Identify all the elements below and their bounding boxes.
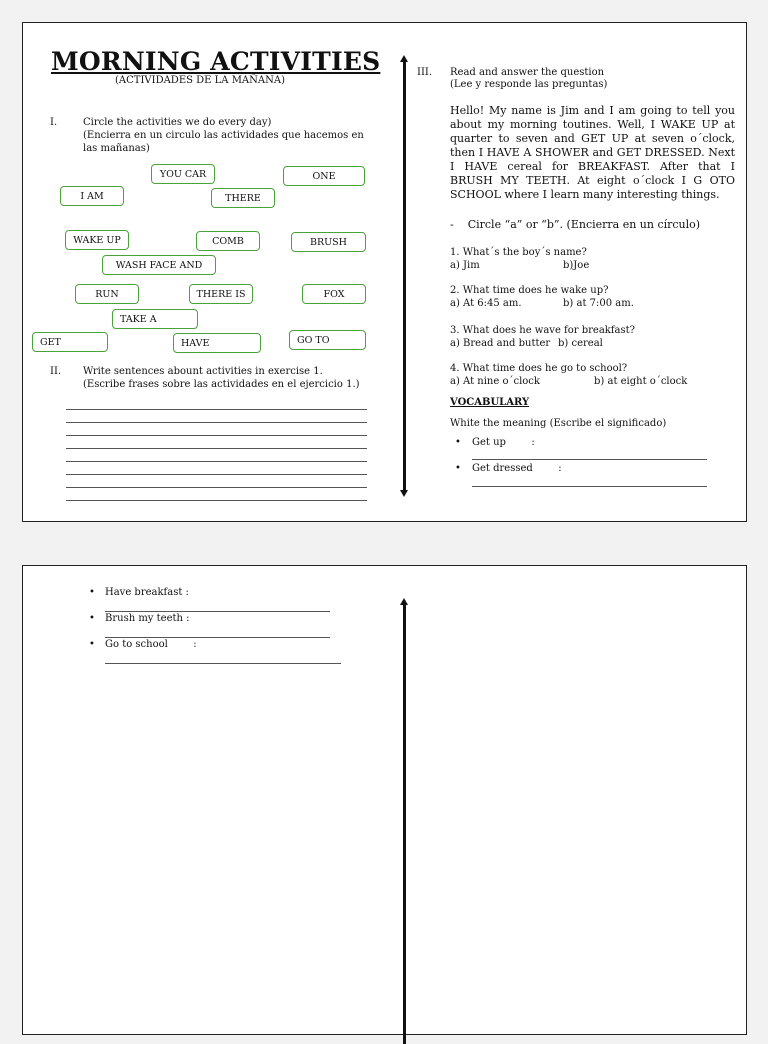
- word-box[interactable]: WAKE UP: [65, 230, 129, 250]
- vocab-answer-line[interactable]: [472, 486, 707, 487]
- section3-instruction: Read and answer the question: [450, 67, 605, 78]
- question-3-option-b[interactable]: b) cereal: [558, 338, 603, 349]
- section3-numeral: III.: [417, 67, 433, 78]
- question-4: 4. What time does he go to school?: [450, 363, 628, 374]
- answer-line[interactable]: [66, 409, 367, 410]
- bullet-icon: •: [455, 437, 461, 448]
- question-3-option-a[interactable]: a) Bread and butter: [450, 338, 551, 349]
- word-box[interactable]: YOU CAR: [151, 164, 215, 184]
- word-box[interactable]: THERE: [211, 188, 275, 208]
- vocab-item-have-breakfast: Have breakfast :: [105, 587, 189, 598]
- page-title: MORNING ACTIVITIES: [51, 47, 381, 76]
- section1-numeral: I.: [50, 117, 58, 128]
- word-box[interactable]: RUN: [75, 284, 139, 304]
- reading-paragraph: Hello! My name is Jim and I am going to tell you about my morning toutines. Well, I WAKE UP at quarter to seven and GET UP at seven o´clock, then I HAVE A SHOWER and GET DRESSED. Next I HAVE cereal for BREAKFAST. After that I BRUSH MY TEETH. At eight o´clock I G OTO SCHOOL where I learn many interesting things.: [450, 104, 735, 201]
- answer-line[interactable]: [66, 435, 367, 436]
- column-divider: [403, 61, 406, 491]
- word-box[interactable]: WASH FACE AND: [102, 255, 216, 275]
- section2-numeral: II.: [50, 366, 62, 377]
- vocab-answer-line[interactable]: [105, 637, 330, 638]
- answer-line[interactable]: [66, 487, 367, 488]
- section3-instruction-es: (Lee y responde las preguntas): [450, 79, 608, 90]
- section2-instruction: Write sentences abount activities in exercise 1.: [83, 366, 323, 377]
- section1-instruction: Circle the activities we do every day): [83, 117, 272, 128]
- section1-instruction-es-1: (Encierra en un circulo las actividades que hacemos en: [83, 130, 364, 141]
- vocab-answer-line[interactable]: [472, 459, 707, 460]
- word-box[interactable]: COMB: [196, 231, 260, 251]
- word-box[interactable]: HAVE: [173, 333, 261, 353]
- question-1: 1. What´s the boy´s name?: [450, 247, 587, 258]
- column-divider: [403, 604, 406, 1044]
- vocab-answer-line[interactable]: [105, 663, 341, 664]
- section2-instruction-es: (Escribe frases sobre las actividades en el ejercicio 1.): [83, 379, 360, 390]
- answer-line[interactable]: [66, 448, 367, 449]
- worksheet-page-2: [22, 565, 747, 1035]
- answer-line[interactable]: [66, 461, 367, 462]
- divider-arrow-down: [400, 490, 408, 497]
- answer-line[interactable]: [66, 422, 367, 423]
- worksheet-page-1: [22, 22, 747, 522]
- vocab-answer-line[interactable]: [105, 611, 330, 612]
- vocabulary-title: VOCABULARY: [450, 397, 530, 408]
- bullet-icon: •: [89, 587, 95, 598]
- bullet-icon: •: [455, 463, 461, 474]
- question-4-option-a[interactable]: a) At nine o´clock: [450, 376, 540, 387]
- word-box[interactable]: ONE: [283, 166, 365, 186]
- bullet-icon: •: [89, 613, 95, 624]
- vocab-item-get-up: Get up :: [472, 437, 535, 448]
- answer-line[interactable]: [66, 474, 367, 475]
- question-2-option-b[interactable]: b) at 7:00 am.: [563, 298, 634, 309]
- word-box[interactable]: THERE IS: [189, 284, 253, 304]
- word-box[interactable]: GO TO: [289, 330, 366, 350]
- page-subtitle: (ACTIVIDADES DE LA MAÑANA): [115, 75, 285, 86]
- vocab-item-brush-teeth: Brush my teeth :: [105, 613, 190, 624]
- word-box[interactable]: FOX: [302, 284, 366, 304]
- question-4-option-b[interactable]: b) at eight o´clock: [594, 376, 688, 387]
- circle-instruction: - Circle “a” or “b”. (Encierra en un círculo): [450, 218, 701, 231]
- vocabulary-instruction: White the meaning (Escribe el significado): [450, 418, 667, 429]
- word-box[interactable]: GET: [32, 332, 108, 352]
- question-3: 3. What does he wave for breakfast?: [450, 325, 636, 336]
- bullet-icon: •: [89, 639, 95, 650]
- vocab-item-get-dressed: Get dressed :: [472, 463, 562, 474]
- word-box[interactable]: I AM: [60, 186, 124, 206]
- question-1-option-a[interactable]: a) Jim: [450, 260, 480, 271]
- word-box[interactable]: BRUSH: [291, 232, 366, 252]
- question-2: 2. What time does he wake up?: [450, 285, 609, 296]
- vocab-item-go-to-school: Go to school :: [105, 639, 197, 650]
- question-2-option-a[interactable]: a) At 6:45 am.: [450, 298, 522, 309]
- section1-instruction-es-2: las mañanas): [83, 143, 150, 154]
- question-1-option-b[interactable]: b)Joe: [563, 260, 590, 271]
- answer-line[interactable]: [66, 500, 367, 501]
- word-box[interactable]: TAKE A: [112, 309, 198, 329]
